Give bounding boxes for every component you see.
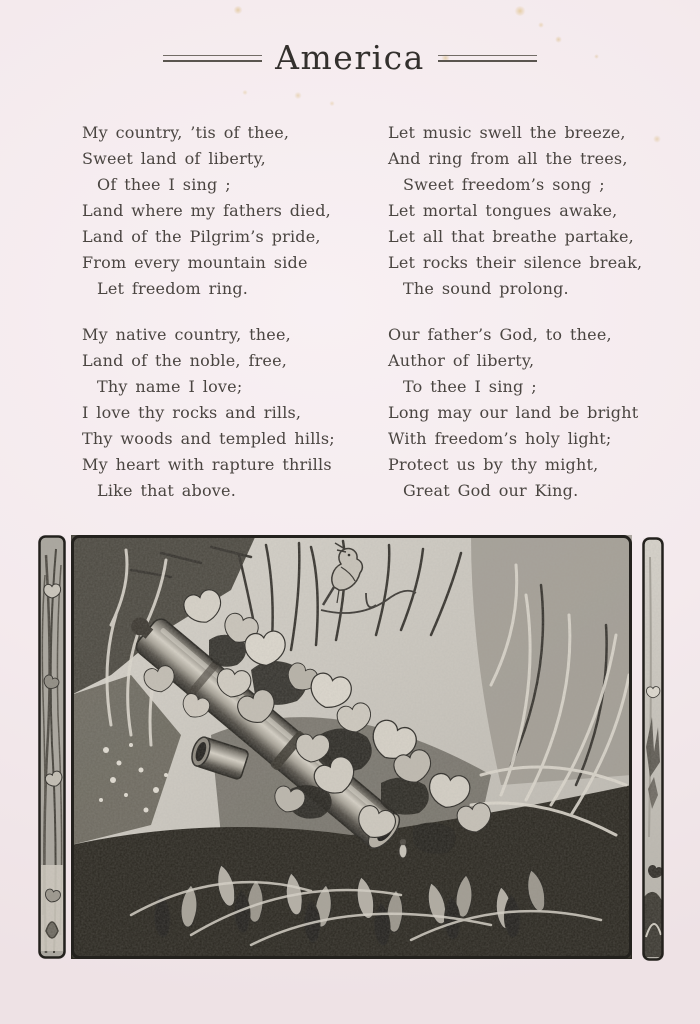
foxing-spot — [242, 90, 248, 95]
stanza-4 — [388, 322, 642, 504]
poem-line: Land where my fathers died, — [82, 201, 331, 220]
title-rule-left — [163, 55, 262, 62]
poem-line: To thee I sing ; — [403, 377, 537, 396]
poem-line: Long may our land be bright — [388, 403, 639, 422]
poem-line: Our father’s God, to thee, — [388, 325, 612, 344]
poem-column-left — [82, 120, 335, 504]
ornament-panel-right — [642, 537, 664, 961]
stanza-3 — [388, 120, 642, 302]
poem-column-right — [388, 120, 642, 504]
poem-line: I love thy rocks and rills, — [82, 403, 302, 422]
poem-line: Sweet land of liberty, — [82, 149, 266, 168]
poem-line: Land of the Pilgrim’s pride, — [82, 227, 321, 246]
stanza-2 — [82, 322, 335, 504]
poem-line: Land of the noble, free, — [82, 351, 288, 370]
poem-line: Thy woods and templed hills; — [82, 429, 335, 448]
poem-line: My country, ’tis of thee, — [82, 123, 290, 142]
poem-line: Let all that breathe partake, — [388, 227, 634, 246]
cannon-illustration — [71, 535, 632, 959]
poem-line: Let music swell the breeze, — [388, 123, 626, 142]
poem-line: Of thee I sing ; — [97, 175, 231, 194]
foxing-spot — [329, 101, 335, 106]
poem-line: Let rocks their silence break, — [388, 253, 643, 272]
poem-line: Let mortal tongues awake, — [388, 201, 618, 220]
poem-line: Great God our King. — [403, 481, 579, 500]
foxing-spot — [514, 6, 526, 16]
ornament-panel-left — [38, 535, 66, 959]
title-rule-right — [438, 55, 537, 62]
poem-line: Author of liberty, — [388, 351, 535, 370]
poem-line: Sweet freedom’s song ; — [403, 175, 605, 194]
poem-line: From every mountain side — [82, 253, 308, 272]
poem-line: The sound prolong. — [403, 279, 569, 298]
poem-line: Like that above. — [97, 481, 236, 500]
poem-line: My heart with rapture thrills — [82, 455, 332, 474]
poem-line: And ring from all the trees, — [388, 149, 628, 168]
poem-line: Let freedom ring. — [97, 279, 249, 298]
poem-line: Thy name I love; — [97, 377, 243, 396]
page-title: America — [275, 38, 425, 77]
foxing-spot — [233, 6, 243, 14]
poem-line: Protect us by thy might, — [388, 455, 599, 474]
poem-line: With freedom’s holy light; — [388, 429, 612, 448]
stanza-1 — [82, 120, 335, 302]
foxing-spot — [294, 92, 302, 99]
poem-line: My native country, thee, — [82, 325, 291, 344]
foxing-spot — [538, 22, 544, 28]
foxing-spot — [653, 135, 661, 143]
title-block — [0, 40, 700, 76]
